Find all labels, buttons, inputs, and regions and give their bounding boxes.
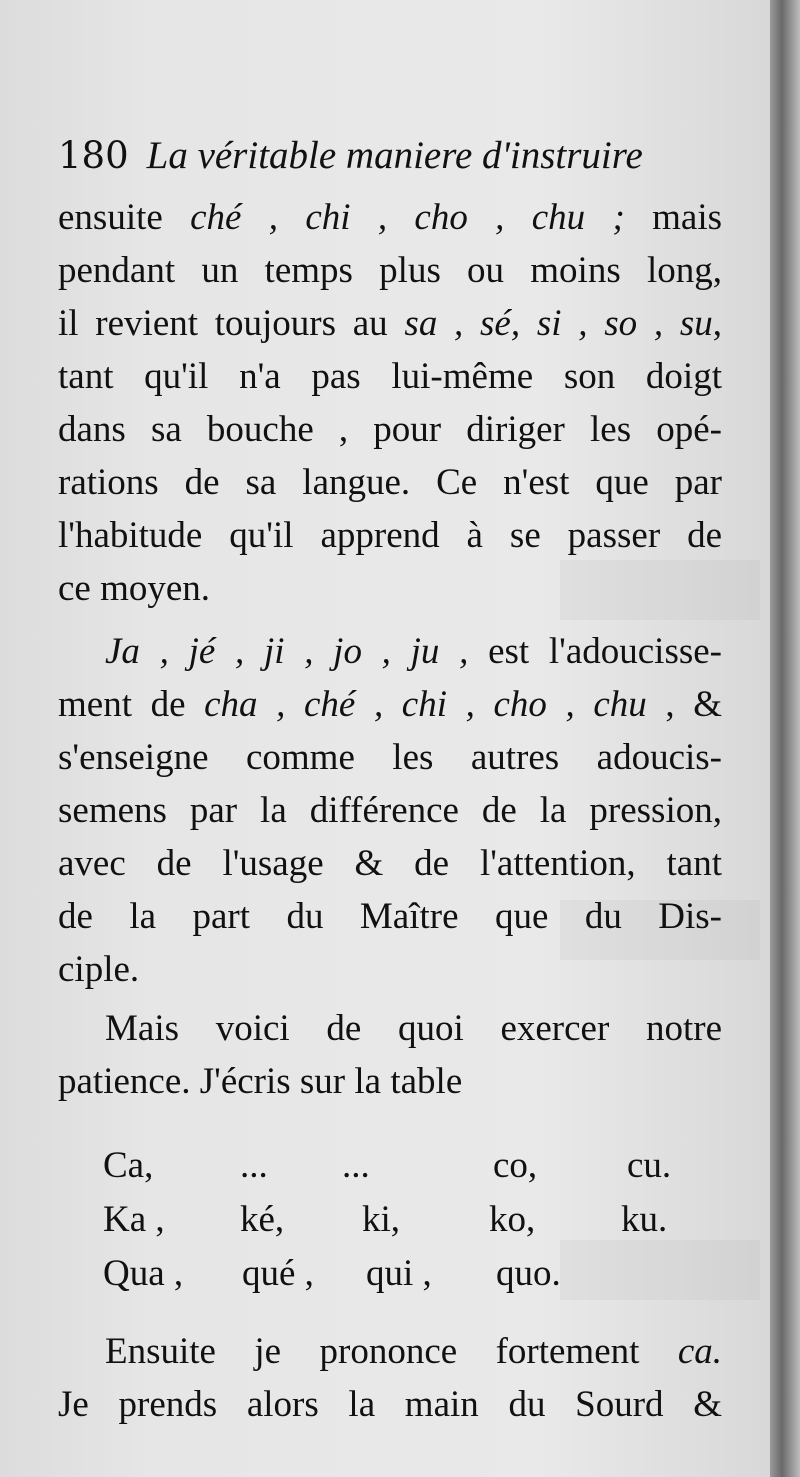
text-line: l'habitude qu'il apprend à se passer de xyxy=(58,515,722,556)
running-header xyxy=(58,132,718,180)
text-line: Mais voici de quoi exercer notre xyxy=(105,1008,722,1049)
syllable-cell: ko, xyxy=(489,1199,536,1240)
text-line: patience. J'écris sur la table xyxy=(58,1061,463,1102)
text-line: il revient toujours au sa , sé, si , so , su, xyxy=(58,303,722,344)
text-line: tant qu'il n'a pas lui-même son doigt xyxy=(58,356,722,397)
syllable-cell: cu. xyxy=(627,1145,672,1186)
text-line: de la part du Maître que du Dis- xyxy=(58,896,722,937)
syllable-cell: qui , xyxy=(366,1253,432,1294)
book-gutter-shadow xyxy=(770,0,800,1477)
text-line: pendant un temps plus ou moins long, xyxy=(58,250,722,291)
page-number: 180 xyxy=(58,134,129,177)
syllable-cell: Qua , xyxy=(103,1253,184,1294)
text-line: rations de sa langue. Ce n'est que par xyxy=(58,462,722,503)
syllable-cell: ki, xyxy=(362,1199,401,1240)
syllable-cell: quo. xyxy=(496,1253,561,1294)
text-line: dans sa bouche , pour diriger les opé- xyxy=(58,409,722,450)
syllable-cell: co, xyxy=(493,1145,538,1186)
syllable-cell: Ca, xyxy=(103,1145,154,1186)
syllable-cell: ké, xyxy=(240,1199,285,1240)
syllable-cell: ku. xyxy=(621,1199,668,1240)
syllable-cell: ... xyxy=(240,1145,268,1186)
bleed-through-shadow xyxy=(560,1240,760,1300)
syllable-cell: ... xyxy=(342,1145,370,1186)
running-title: La véritable maniere d'instruire xyxy=(146,134,643,177)
text-line: Ja , jé , ji , jo , ju , est l'adoucisse- xyxy=(105,631,723,672)
text-line: Ensuite je prononce fortement ca. xyxy=(105,1331,722,1372)
text-line: Je prends alors la main du Sourd & xyxy=(58,1384,722,1425)
text-line: ce moyen. xyxy=(58,568,211,609)
text-line: avec de l'usage & de l'attention, tant xyxy=(58,843,722,884)
syllable-cell: Ka , xyxy=(103,1199,165,1240)
text-line: semens par la différence de la pression, xyxy=(58,790,722,831)
text-line: ensuite ché , chi , cho , chu ; mais xyxy=(58,197,722,238)
text-line: ment de cha , ché , chi , cho , chu , & xyxy=(58,684,723,725)
text-line: s'enseigne comme les autres adoucis- xyxy=(58,737,722,778)
syllable-cell: qué , xyxy=(242,1253,314,1294)
text-line: ciple. xyxy=(58,949,140,990)
